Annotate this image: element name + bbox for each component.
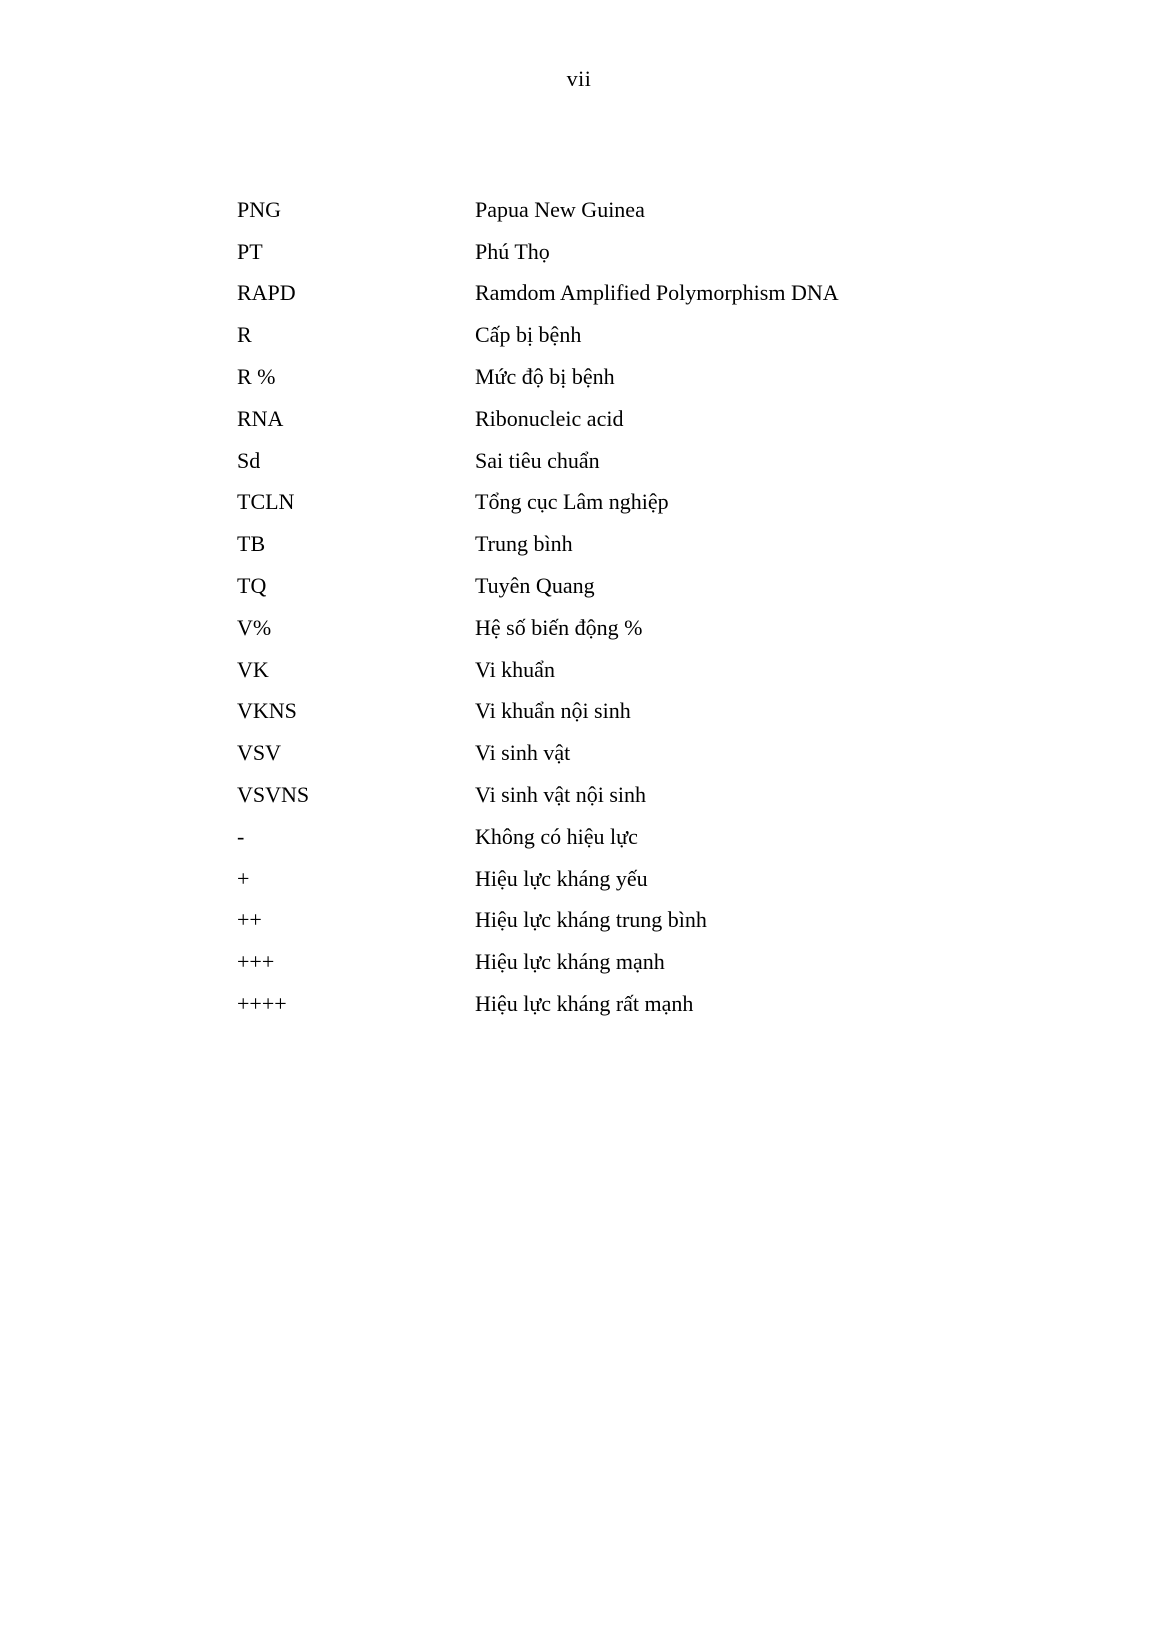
abbreviation-term: Sd	[237, 447, 261, 473]
abbreviation-row	[237, 607, 1037, 649]
abbreviation-row	[237, 314, 1037, 356]
abbreviation-definition: Trung bình	[475, 531, 573, 557]
abbreviation-term: +	[237, 865, 250, 891]
abbreviation-definition: Vi sinh vật nội sinh	[475, 782, 647, 808]
page-number: vii	[566, 66, 592, 91]
abbreviation-row	[237, 523, 1037, 565]
abbreviation-definition: Cấp bị bệnh	[475, 322, 582, 348]
abbreviation-term: ++++	[237, 991, 287, 1017]
abbreviation-row	[237, 356, 1037, 398]
abbreviation-definition: Hệ số biến động %	[475, 614, 643, 640]
abbreviation-definition: Vi khuẩn	[475, 656, 555, 682]
abbreviation-term: RNA	[237, 405, 284, 431]
abbreviation-row	[237, 482, 1037, 524]
abbreviation-definition: Không có hiệu lực	[475, 823, 638, 849]
abbreviation-term: ++	[237, 907, 262, 933]
abbreviation-definition: Ramdom Amplified Polymorphism DNA	[475, 280, 839, 306]
abbreviation-term: TQ	[237, 573, 267, 599]
abbreviation-row	[237, 816, 1037, 858]
abbreviation-term: R	[237, 322, 252, 348]
abbreviation-term: +++	[237, 949, 275, 975]
abbreviation-term: VSVNS	[237, 782, 310, 808]
abbreviation-definition: Mức độ bị bệnh	[475, 364, 615, 390]
abbreviation-row	[237, 983, 1037, 1025]
abbreviation-row	[237, 691, 1037, 733]
abbreviation-row	[237, 649, 1037, 691]
abbreviation-row	[237, 732, 1037, 774]
abbreviation-definition: Vi sinh vật	[475, 740, 571, 766]
abbreviation-term: PNG	[237, 196, 282, 222]
abbreviation-row	[237, 941, 1037, 983]
abbreviation-term: TCLN	[237, 489, 295, 515]
abbreviation-row	[237, 398, 1037, 440]
abbreviation-term: V%	[237, 614, 272, 640]
abbreviation-definition: Ribonucleic acid	[475, 405, 624, 431]
abbreviation-row	[237, 440, 1037, 482]
abbreviation-definition: Tổng cục Lâm nghiệp	[475, 489, 669, 515]
abbreviation-row	[237, 774, 1037, 816]
abbreviation-definition: Hiệu lực kháng yếu	[475, 865, 648, 891]
abbreviation-row	[237, 565, 1037, 607]
abbreviation-row	[237, 858, 1037, 900]
abbreviation-term: VK	[237, 656, 269, 682]
abbreviation-term: TB	[237, 531, 266, 557]
abbreviation-row	[237, 189, 1037, 231]
abbreviation-definition: Hiệu lực kháng mạnh	[475, 949, 665, 975]
abbreviation-list	[237, 189, 1037, 1025]
abbreviation-definition: Sai tiêu chuẩn	[475, 447, 600, 473]
abbreviation-term: -	[237, 823, 245, 849]
abbreviation-term: VKNS	[237, 698, 297, 724]
abbreviation-row	[237, 900, 1037, 942]
abbreviation-term: VSV	[237, 740, 282, 766]
abbreviation-row	[237, 273, 1037, 315]
abbreviation-definition: Hiệu lực kháng trung bình	[475, 907, 707, 933]
abbreviation-row	[237, 231, 1037, 273]
abbreviation-definition: Tuyên Quang	[475, 573, 595, 599]
abbreviation-term: RAPD	[237, 280, 296, 306]
abbreviation-term: PT	[237, 238, 263, 264]
abbreviation-term: R %	[237, 364, 276, 390]
abbreviation-definition: Hiệu lực kháng rất mạnh	[475, 991, 694, 1017]
abbreviation-definition: Papua New Guinea	[475, 196, 645, 222]
abbreviation-definition: Phú Thọ	[475, 238, 550, 264]
abbreviation-definition: Vi khuẩn nội sinh	[475, 698, 631, 724]
